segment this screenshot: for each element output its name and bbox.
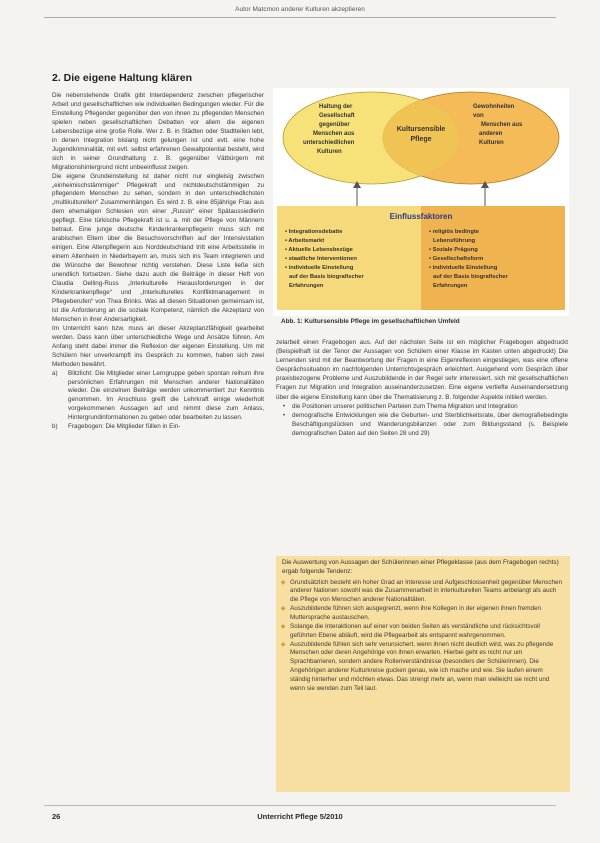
right-circle-line: Menschen aus: [481, 122, 523, 128]
left-circle-line: Kulturen: [317, 149, 342, 155]
infobox-item: [276, 623, 570, 641]
infobox-item-text: Auszubildende führen sich ausgegrenzt, wenn ihre Kollegen in der eigenen ihnen fremden Muttersprache austauschen.: [290, 605, 541, 621]
right-circle-line: Kulturen: [479, 140, 504, 146]
list-item: [52, 370, 264, 424]
running-header: Autor Matcmon anderer Kulturen akzeptieren: [235, 6, 365, 13]
factor-item: • Arbeitsmarkt: [285, 238, 325, 244]
diamond-bullet-icon: ◈: [280, 622, 286, 630]
infobox-item: [276, 605, 570, 623]
factor-item: • Gesellschaftsform: [429, 256, 484, 262]
figure-caption: Abb. 1: Kultursensible Pflege im gesellschaftlichen Umfeld: [281, 318, 460, 325]
factor-item: Lebensführung: [433, 238, 476, 244]
right-circle-line: anderen: [479, 131, 503, 137]
list-item: [52, 423, 264, 432]
left-circle-line: gegenüber: [319, 122, 350, 128]
infobox-item: [276, 641, 570, 694]
aspect-list: [276, 402, 568, 438]
factor-item: • Aktuelle Lebensbezüge: [285, 247, 353, 253]
right-column: [276, 338, 568, 438]
center-label-line: Kultursensible: [396, 126, 446, 133]
diamond-bullet-icon: ◈: [280, 605, 286, 613]
paragraph: Im Unterricht kann bzw. muss an dieser Akzeptanzfähigkeit gearbeitet werden. Dass kann über unterschiedliche Wege und Ansätze führen. Am Anfang steht dabei immer die Reflexion der eigenen Einstellung. Um mit Schülern hier unverkrampft ins Gespräch zu kommen, haben sich zwei Methoden bewährt.: [52, 324, 264, 368]
list-item-text: die Positionen unserer politischen Parteien zum Thema Migration und Integration: [292, 402, 518, 410]
page-number: 26: [52, 812, 61, 821]
list-item: [276, 411, 568, 438]
factor-item: Erfahrungen: [433, 283, 468, 289]
factor-item: • religiös bedingte: [429, 229, 480, 235]
factor-item: auf der Basis biografischer: [289, 274, 364, 280]
right-circle-line: von: [473, 113, 484, 119]
left-circle-line: Haltung der: [319, 104, 353, 110]
infobox-item-text: Grundsätzlich besteht ein hoher Grad an Interesse und Aufgeschlossenheit gegenüber Menschen anderer Nationen sowohl was die Zusammenarbeit in interkulturellen Teams anbelangt als auch die Pflege von Menschen anderer Nationalitäten.: [290, 578, 562, 604]
list-marker: b): [52, 423, 58, 431]
paragraph: zelarbeit einen Fragebogen aus. Auf der nächsten Seite ist ein möglicher Fragebogen abgedruckt (Beispielhaft ist der Tenor der Aussagen von Schülern einer Klasse im Kasten unten abgedruckt) Die Lernenden sind mit der Beantwortung der Fragen in eine Eigenreflexion eingestiegen, was eine offene Gesprächssituation im nachfolgenden Unterrichtsgespräch erleichtert. Ausgehend vom Gespräch über praxisbezogene Probleme und Auszubildende in der Regel sehr interessiert, sich mit gesellschaftlichen Fragen zur Migration und Integration auseinanderzusetzen. Eine eigene vertiefte Auseinandersetzung über die eigene Einstellung kann über die Thematisierung z. B. folgender Aspekte initiiert werden.: [276, 339, 568, 401]
list-item-text: demografische Entwicklungen wie die Geburten- und Sterblichkeitsrate, über demografiebedingte Beschäftigungslücken und Wanderungsbilanzen oder zum Bildungsstand (s. Beispiele demografischen Daten auf den Seiten 28 und 29): [292, 411, 568, 437]
footer-divider: [44, 805, 556, 806]
infobox-title: Die Auswertung von Aussagen der Schülerinnen einer Pflegeklasse (aus dem Fragebogen rechts) ergab folgende Tendenz:: [282, 559, 559, 575]
factor-item: • staatliche Interventionen: [285, 256, 357, 262]
diamond-bullet-icon: ◈: [280, 578, 286, 586]
evaluation-infobox: [276, 556, 570, 792]
bullet-icon: •: [282, 411, 286, 419]
paragraph: Die nebenstehende Grafik gibt Interdependenz zwischen pflegerischer Arbeit und gesellschaftlichen wie individuellen Bedingungen wieder. Für die Einstellung Pflegender gegenüber den von ihnen zu pflegenden Menschen spielen neben gesellschaftlichen Debatten vor allem die eigenen Lebensbezüge eine große Rolle. Wer z. B. in Städten oder Stadtteilen lebt, in denen Integration bislang nicht gelungen ist und evtl. eine hohe Jugendkriminalität, mit evtl. selbst erfahrenen Gewaltpotential besteht, wird sich in seiner Grundhaltung z. B. gegenüber Vätbürgern mit Migrationshintergrund nicht unbeeinflusst zeigen.: [52, 92, 264, 171]
left-circle-line: Menschen aus: [313, 131, 355, 137]
infobox-item: [276, 579, 570, 606]
right-circle-line: Gewohnheiten: [473, 104, 515, 110]
list-marker: a): [52, 369, 58, 377]
cultural-care-diagram: [273, 88, 569, 328]
list-item-text: Blitzlicht: Die Mitglieder einer Lerngruppe geben spontan reihum ihre persönlichen Erfahrungen mit Menschen anderer Nationalitäten wieder. Die einzelnen Beiträge werden unkommentiert zur Kenntnis genommen. Im Anschluss greift die Lehrkraft einige wiederholt vorgekommenen Aussagen auf und nimmt diese zum Anlass, Hintergrundinformationen zu geben oder bearbeiten zu lassen.: [68, 369, 264, 422]
factor-item: • individuelle Einstellung: [285, 265, 354, 271]
factor-item: • individuelle Einstellung: [429, 265, 498, 271]
bullet-icon: •: [282, 402, 286, 410]
infobox-item-text: Solange die Interaktionen auf einer von beiden Seiten als verständliche und rücksichtsvoll geführten Ebene abläuft, wird die Pflegearbeit als entspannt wahrgenommen.: [290, 622, 540, 639]
factor-item: Erfahrungen: [289, 283, 324, 289]
factor-item: • Integrationsdebatte: [285, 229, 343, 235]
left-circle-line: unterschiedlichen: [303, 140, 355, 146]
factor-item: • Soziale Prägung: [429, 247, 478, 253]
list-item-text: Fragebogen: Die Mitglieder füllen in Ein-: [68, 423, 181, 431]
center-label-line: Pflege: [410, 136, 432, 143]
header-divider: [44, 17, 556, 18]
journal-title: Unterricht Pflege 5/2010: [257, 812, 343, 821]
list-item: [276, 402, 568, 411]
left-column: [52, 92, 264, 432]
infobox-item-text: Auszubildende fühlen sich sehr verunsichert, wenn ihnen nicht deutlich wird, was zu pflegende Menschen oder deren Angehörige von ihnen erwarten. Hierbei geht es nicht nur um Sprachbarrieren, sondern andere Rollenverständnisse (besonders der Schülerinnen). Die Angehörigen anderer Kulturkreise gucken genau, wie ich mache und wie. Sie laufen einem ständig hinterher und möchten etwas. Das strengt mehr an, wenn man vielleicht sie nicht und wenn sie wenden zum Teil laut.: [290, 640, 554, 692]
factor-item: auf der Basis biografischer: [433, 274, 508, 280]
section-title: 2. Die eigene Haltung klären: [52, 72, 193, 84]
method-list: [52, 370, 264, 433]
factors-title: Einflussfaktoren: [389, 212, 453, 221]
diamond-bullet-icon: ◈: [280, 640, 286, 648]
paragraph: Die eigene Grundeinstellung ist daher nicht nur eingleisig zwischen „einheimischstämmiger“ Pflegekraft und nichtdeutschstämmigen zu pflegendem Menschen zu sehen, sondern in den unterschiedlichsten „multikulturellen“ Zusammenhängen. Es wird z. B. eine 85jährige Frau aus dem ehemaligen Schlesien von einer „Russin“ einer Spätaussiedlerin gepflegt. Eine türkische Pflegekraft ist u. a. mit der Pflege von Männern betraut. Eine junge deutsche Kinderkrankenpflegerin muss sich mit arabischen Eltern über die Besuchsvorschriften auf der Intensivstation einigen. Eine Altenpflegerin aus Norddeutschland tritt eine Arbeitsstelle in einem Altenheim in Niederbayern an, muss sich ins Team integrieren und die Wünsche der Bewohner richtig verstehen. Diese Liste ließe sich unendlich fortsetzen. Siehe dazu auch die Beiträge in dieser Heft von Claudia Oelling-Russ „Interkulturelle Herausforderungen in der Kinderkrankenpflege“ und „Interkulturelles Konfliktmanagement in Pflegeberufen“ von Thea Brinks. Was all diesen Situationen gemeinsam ist, ist die Anforderung an die soziale Kompetenz, nämlich die Akzeptanz von Menschen in ihrer Andersartigkeit.: [52, 172, 264, 323]
left-circle-line: Gesellschaft: [319, 113, 355, 119]
